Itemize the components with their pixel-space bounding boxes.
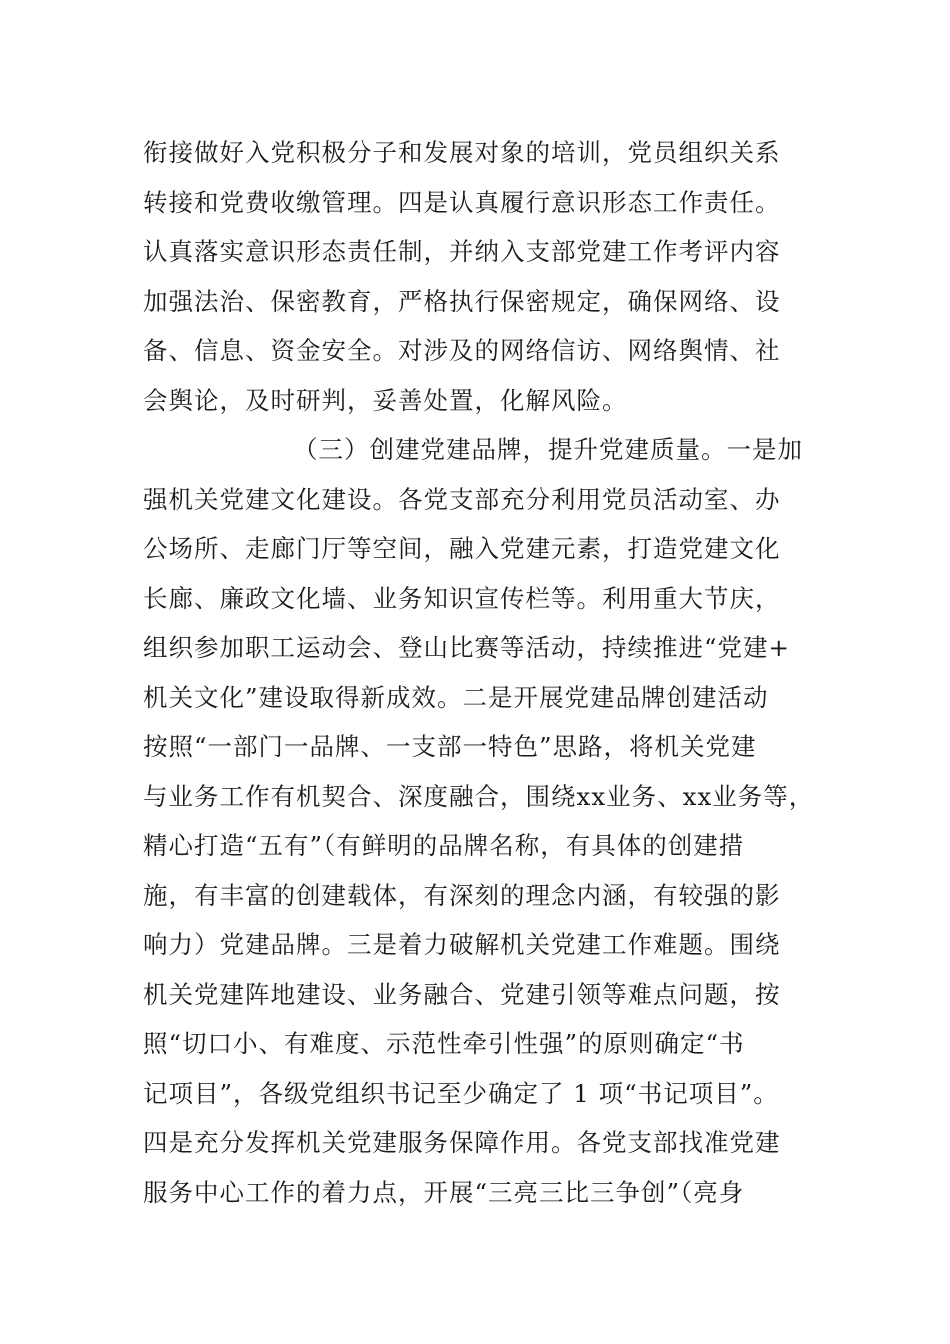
text-line: 与业务工作有机契合、深度融合，围绕xx业务、xx业务等， <box>143 781 815 811</box>
text-line: 公场所、走廊门厅等空间，融入党建元素，打造党建文化 <box>143 534 781 563</box>
text-line: 四是充分发挥机关党建服务保障作用。各党支部找准党建 <box>143 1128 781 1157</box>
text-line: 机关党建阵地建设、业务融合、党建引领等难点问题，按 <box>143 979 781 1009</box>
text-line: 强机关党建文化建设。各党支部充分利用党员活动室、办 <box>143 484 781 514</box>
text-line: 组织参加职工运动会、登山比赛等活动，持续推进“党建+ <box>143 633 791 662</box>
text-line: 照“切口小、有难度、示范性牵引性强”的原则确定“书 <box>143 1029 745 1058</box>
body-text <box>143 128 843 1217</box>
text-line: 会舆论，及时研判，妥善处置，化解风险。 <box>143 385 628 415</box>
text-line: 响力）党建品牌。三是着力破解机关党建工作难题。围绕 <box>143 930 781 959</box>
text-line: 记项目”，各级党组织书记至少确定了 1 项“书记项目”。 <box>143 1078 779 1108</box>
text-line: 衔接做好入党积极分子和发展对象的培训，党员组织关系 <box>143 138 781 167</box>
text-line: 转接和党费收缴管理。四是认真履行意识形态工作责任。 <box>143 187 781 217</box>
text-line: 备、信息、资金安全。对涉及的网络信访、网络舆情、社 <box>143 336 781 365</box>
text-line: 服务中心工作的着力点，开展“三亮三比三争创”（亮身 <box>143 1177 745 1207</box>
text-line: 加强法治、保密教育，严格执行保密规定，确保网络、设 <box>143 286 781 316</box>
text-line: 施，有丰富的创建载体，有深刻的理念内涵，有较强的影 <box>143 880 781 910</box>
text-line: 精心打造“五有”（有鲜明的品牌名称，有具体的创建措 <box>143 831 745 860</box>
text-line: 按照“一部门一品牌、一支部一特色”思路，将机关党建 <box>143 732 757 761</box>
text-line: 认真落实意识形态责任制，并纳入支部党建工作考评内容 <box>143 237 781 266</box>
text-line: 长廊、廉政文化墙、业务知识宣传栏等。利用重大节庆， <box>143 583 781 613</box>
section-heading-line: （三）创建党建品牌，提升党建质量。一是加 <box>293 435 803 464</box>
text-line: 机关文化”建设取得新成效。二是开展党建品牌创建活动 <box>143 682 769 712</box>
